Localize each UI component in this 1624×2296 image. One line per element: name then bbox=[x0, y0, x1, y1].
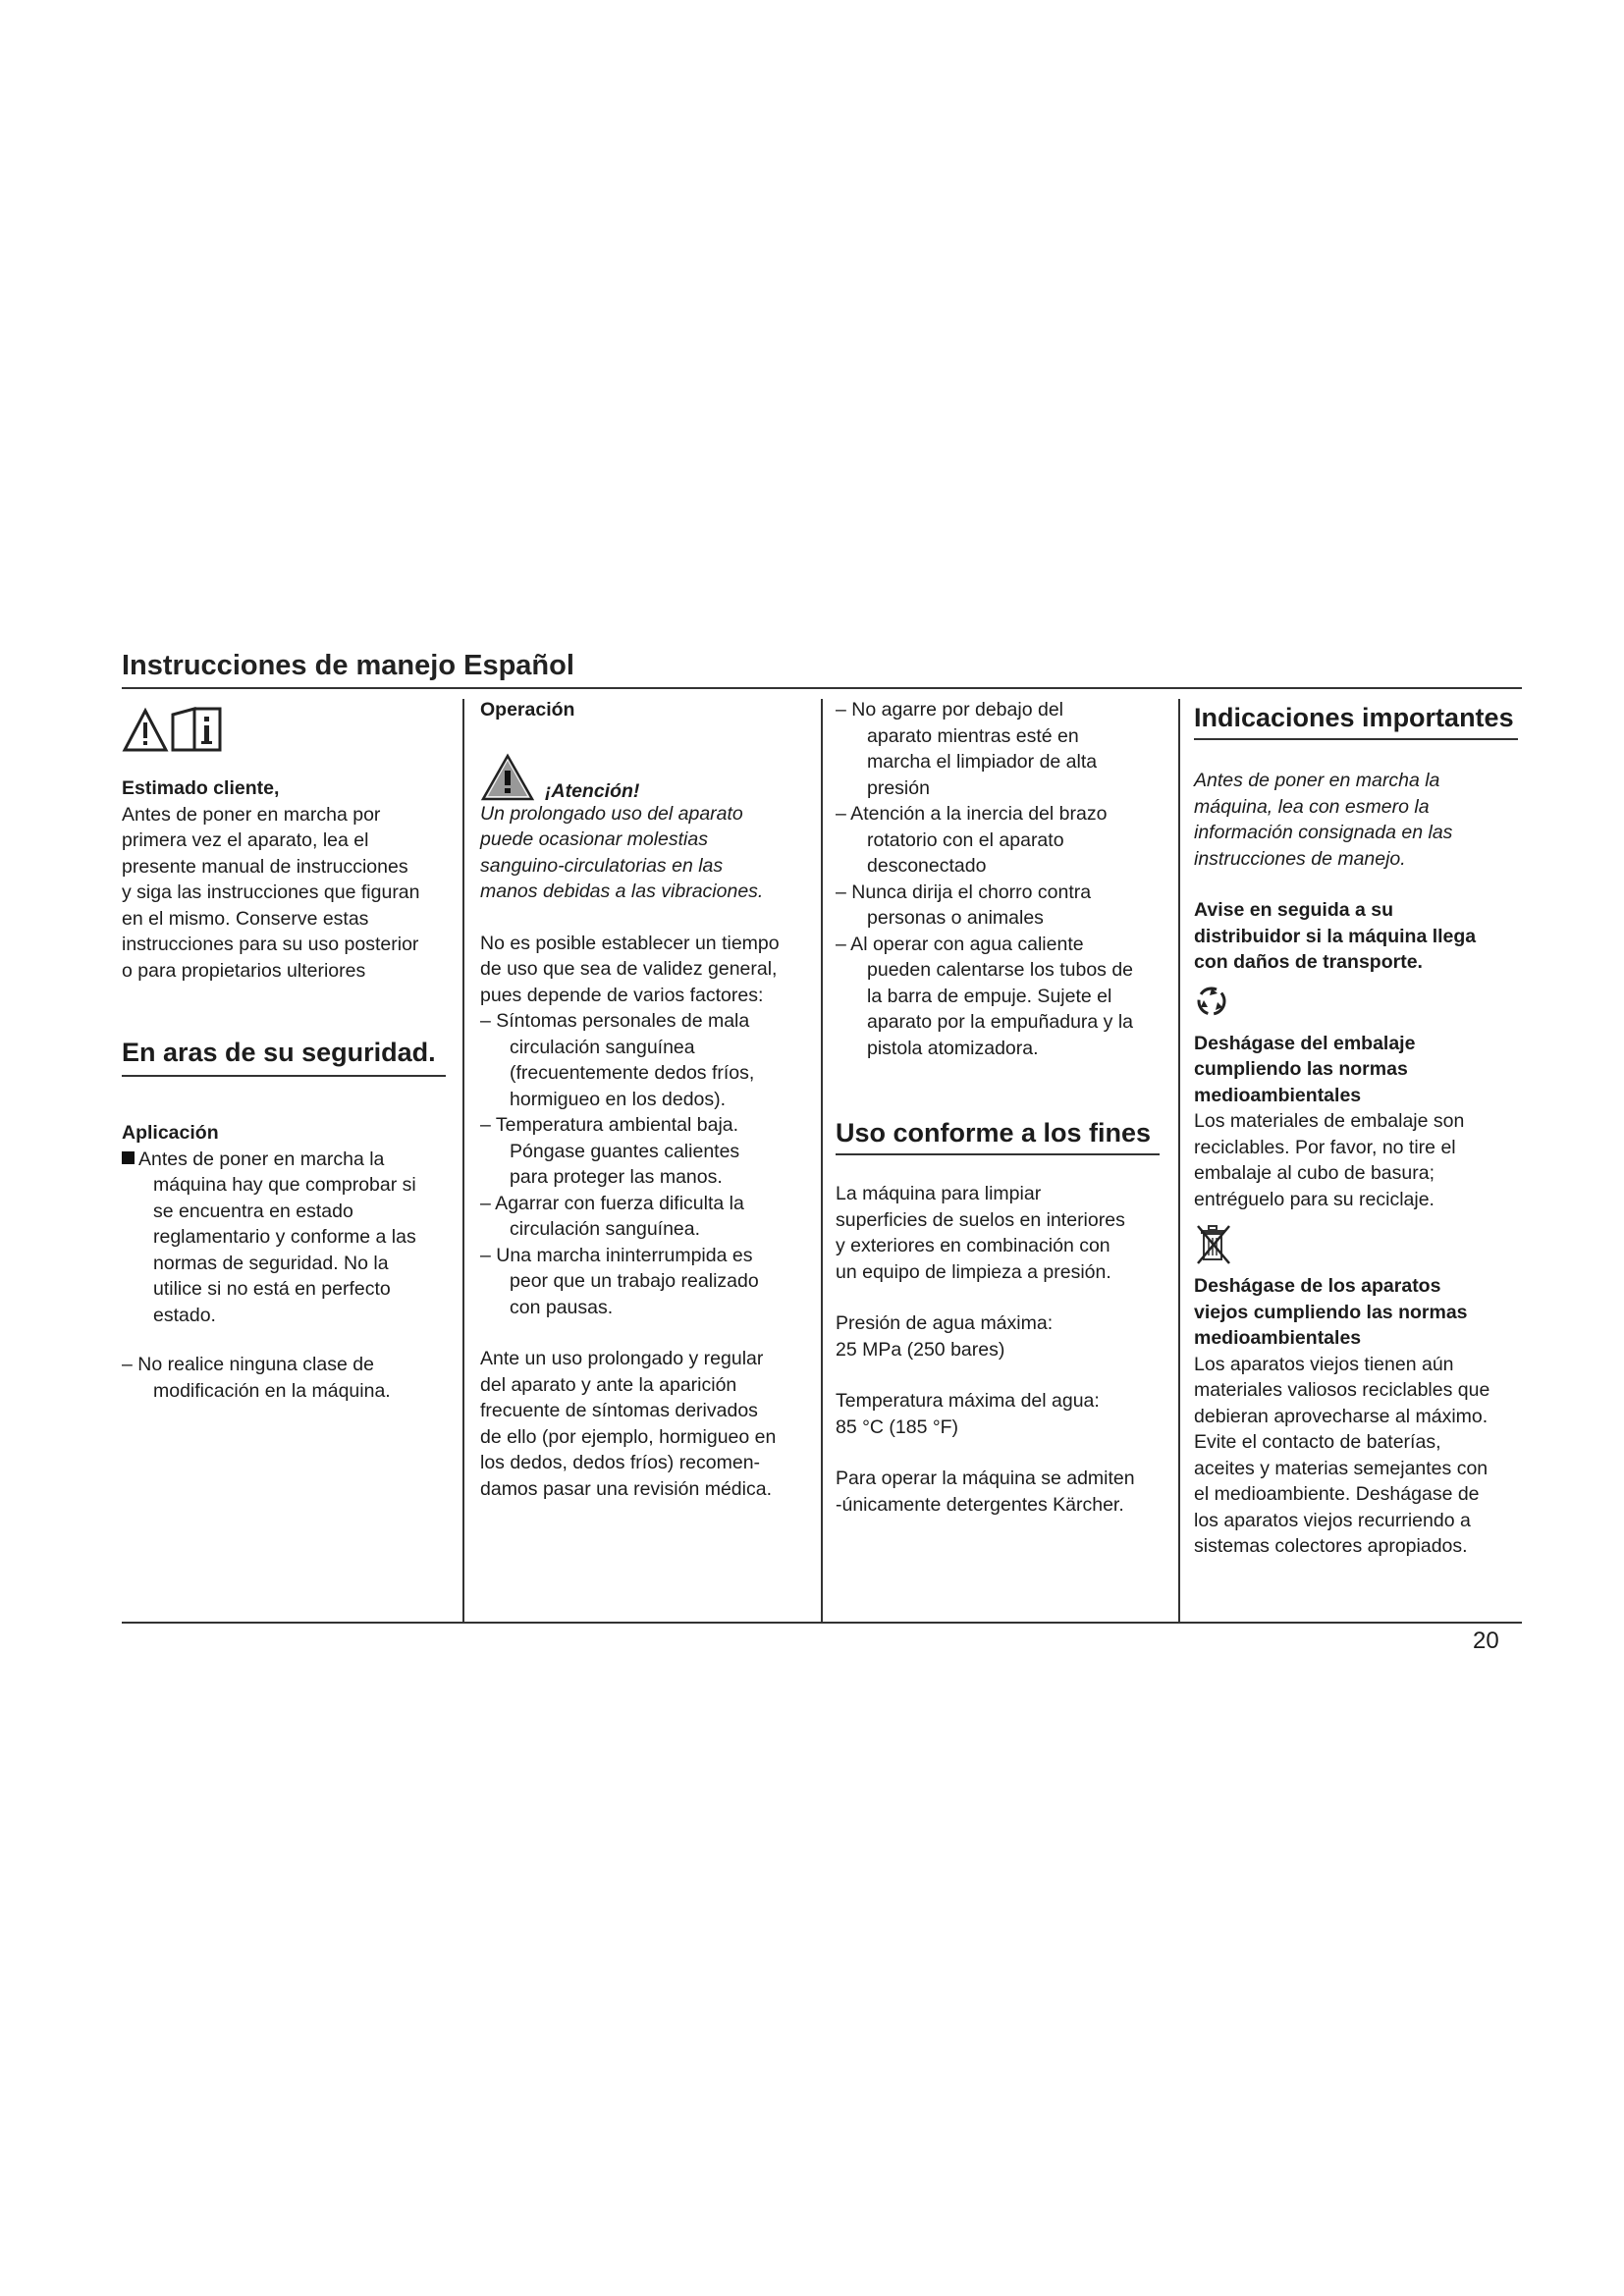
intro-line: en el mismo. Conserve estas bbox=[122, 907, 369, 930]
indicaciones-line: información consignada en las bbox=[1194, 822, 1453, 843]
column-4 bbox=[1194, 697, 1520, 1560]
uso-conforme-title: Uso conforme a los fines bbox=[836, 1118, 1152, 1148]
aplicacion-line: se encuentra en estado bbox=[153, 1200, 353, 1222]
viejos-title-line: medioambientales bbox=[1194, 1327, 1362, 1349]
warning-line: desconectado bbox=[867, 855, 987, 877]
detergent-line: -únicamente detergentes Kärcher. bbox=[836, 1493, 1124, 1516]
aplicacion-line: reglamentario y conforme a las bbox=[153, 1226, 416, 1248]
uso-line: damos pasar una revisión médica. bbox=[480, 1477, 772, 1500]
tiempo-line: de uso que sea de validez general, bbox=[480, 958, 778, 980]
embalaje-title-line: cumpliendo las normas bbox=[1194, 1058, 1408, 1080]
header-rule bbox=[122, 687, 1522, 689]
avise-line: Avise en seguida a su bbox=[1194, 899, 1394, 921]
viejos-title-line: viejos cumpliendo las normas bbox=[1194, 1301, 1468, 1323]
intro-line: instrucciones para su uso posterior bbox=[122, 934, 419, 955]
embalaje-title-line: Deshágase del embalaje bbox=[1194, 1032, 1416, 1054]
embalaje-title-line: medioambientales bbox=[1194, 1084, 1362, 1106]
uso-line: los dedos, dedos fríos) recomen- bbox=[480, 1452, 761, 1473]
greeting: Estimado cliente, bbox=[122, 777, 280, 799]
factor-line: circulación sanguínea bbox=[510, 1036, 695, 1058]
viejos-line: el medioambiente. Deshágase de bbox=[1194, 1483, 1480, 1505]
warning-line: presión bbox=[867, 776, 930, 799]
indicaciones-title: Indicaciones importantes bbox=[1194, 703, 1514, 732]
viejos-line: materiales valiosos reciclables que bbox=[1194, 1379, 1490, 1401]
indicaciones-line: instrucciones de manejo. bbox=[1194, 847, 1406, 870]
factor-line: hormigueo en los dedos). bbox=[510, 1088, 727, 1110]
atencion-title: ¡Atención! bbox=[545, 779, 640, 802]
crossed-bin-icon bbox=[1194, 1222, 1233, 1267]
detergent-line: Para operar la máquina se admiten bbox=[836, 1468, 1135, 1489]
factor-line: (frecuentemente dedos fríos, bbox=[510, 1062, 755, 1084]
column-divider-1 bbox=[462, 699, 464, 1624]
page-number: 20 bbox=[1473, 1628, 1499, 1654]
aplicacion-line: máquina hay que comprobar si bbox=[153, 1174, 416, 1196]
uso-line: del aparato y ante la aparición bbox=[480, 1373, 737, 1396]
atencion-line: sanguino-circulatorias en las bbox=[480, 854, 724, 877]
factor-first-line: – Agarrar con fuerza dificulta la bbox=[480, 1192, 744, 1214]
atencion-line: puede ocasionar molestias bbox=[480, 828, 708, 850]
intro-line: o para propietarios ulteriores bbox=[122, 959, 366, 982]
column-divider-2 bbox=[821, 699, 823, 1624]
viejos-line: aceites y materias semejantes con bbox=[1194, 1457, 1489, 1479]
warning-line: pistola atomizadora. bbox=[867, 1037, 1039, 1059]
column-divider-3 bbox=[1178, 699, 1180, 1624]
aplicacion-first-line bbox=[122, 1147, 444, 1173]
bullet-square-icon bbox=[122, 1151, 135, 1164]
factor-line: circulación sanguínea. bbox=[510, 1218, 701, 1240]
warning-line: marcha el limpiador de alta bbox=[867, 751, 1098, 773]
tiempo-line: No es posible establecer un tiempo bbox=[480, 932, 780, 954]
indicaciones-line: máquina, lea con esmero la bbox=[1194, 795, 1430, 818]
tiempo-line: pues depende de varios factores: bbox=[480, 984, 764, 1006]
embalaje-line: embalaje al cubo de basura; bbox=[1194, 1162, 1435, 1184]
viejos-line: Evite el contacto de baterías, bbox=[1194, 1431, 1441, 1453]
column-2 bbox=[480, 697, 804, 1502]
page-title: Instrucciones de manejo Español bbox=[122, 650, 574, 681]
embalaje-line: Los materiales de embalaje son bbox=[1194, 1110, 1465, 1132]
intro-line: y siga las instrucciones que figuran bbox=[122, 881, 420, 903]
factor-line: con pausas. bbox=[510, 1296, 614, 1318]
operacion-title: Operación bbox=[480, 699, 575, 721]
presion-label: Presión de agua máxima: bbox=[836, 1312, 1054, 1334]
temperature-label: Temperatura máxima del agua: bbox=[836, 1390, 1100, 1412]
uso-line: de ello (por ejemplo, hormigueo en bbox=[480, 1425, 777, 1448]
warning-first-line: – Al operar con agua caliente bbox=[836, 933, 1084, 955]
viejos-title-line: Deshágase de los aparatos bbox=[1194, 1275, 1441, 1297]
avise-line: distribuidor si la máquina llega bbox=[1194, 925, 1477, 947]
recycle-icon bbox=[1194, 984, 1229, 1019]
aplicacion-first-text: Antes de poner en marcha la bbox=[138, 1148, 385, 1170]
warning-line: la barra de empuje. Sujete el bbox=[867, 985, 1112, 1007]
presion-value: 25 MPa (250 bares) bbox=[836, 1338, 1005, 1361]
aplicacion-line: utilice si no está en perfecto bbox=[153, 1278, 391, 1300]
factor-first-line: – Síntomas personales de mala bbox=[480, 1010, 750, 1032]
aplicacion-line: normas de seguridad. No la bbox=[153, 1252, 389, 1274]
uso-conforme-line: La máquina para limpiar bbox=[836, 1183, 1042, 1204]
safety-section-title: En aras de su seguridad. bbox=[122, 1038, 436, 1067]
warning-line: aparato por la empuñadura y la bbox=[867, 1011, 1134, 1033]
viejos-line: sistemas colectores apropiados. bbox=[1194, 1535, 1468, 1557]
no-modify-line: – No realice ninguna clase de bbox=[122, 1354, 374, 1375]
uso-conforme-line: un equipo de limpieza a presión. bbox=[836, 1260, 1111, 1283]
warning-line: aparato mientras esté en bbox=[867, 724, 1079, 747]
factor-line: para proteger las manos. bbox=[510, 1166, 723, 1188]
viejos-line: debieran aprovecharse al máximo. bbox=[1194, 1405, 1489, 1427]
column-3 bbox=[836, 697, 1162, 1518]
indicaciones-line: Antes de poner en marcha la bbox=[1194, 770, 1440, 791]
warning-and-manual-icon bbox=[122, 705, 230, 756]
column-1 bbox=[122, 697, 444, 1404]
warning-first-line: – Nunca dirija el chorro contra bbox=[836, 881, 1092, 903]
warning-line: personas o animales bbox=[867, 907, 1044, 929]
intro-line: primera vez el aparato, lea el bbox=[122, 829, 369, 851]
atencion-line: manos debidas a las vibraciones. bbox=[480, 881, 764, 902]
temperature-value: 85 °C (185 °F) bbox=[836, 1415, 959, 1438]
intro-line: Antes de poner en marcha por bbox=[122, 803, 381, 826]
factor-first-line: – Temperatura ambiental baja. bbox=[480, 1114, 739, 1136]
footer-rule bbox=[122, 1622, 1522, 1624]
no-modify-line: modificación en la máquina. bbox=[153, 1379, 391, 1402]
manual-icons bbox=[122, 705, 444, 764]
avise-line: con daños de transporte. bbox=[1194, 951, 1423, 973]
warning-first-line: – Atención a la inercia del brazo bbox=[836, 803, 1108, 825]
uso-line: Ante un uso prolongado y regular bbox=[480, 1348, 764, 1369]
warning-line: rotatorio con el aparato bbox=[867, 828, 1064, 851]
intro-line: presente manual de instrucciones bbox=[122, 855, 408, 878]
uso-conforme-line: superficies de suelos en interiores bbox=[836, 1208, 1125, 1231]
uso-line: frecuente de síntomas derivados bbox=[480, 1400, 758, 1421]
factor-line: peor que un trabajo realizado bbox=[510, 1270, 759, 1292]
factor-line: Póngase guantes calientes bbox=[510, 1140, 740, 1162]
uso-conforme-line: y exteriores en combinación con bbox=[836, 1235, 1110, 1256]
factor-first-line: – Una marcha ininterrumpida es bbox=[480, 1244, 753, 1266]
warning-line: pueden calentarse los tubos de bbox=[867, 959, 1134, 981]
warning-triangle-icon bbox=[480, 753, 535, 802]
warning-first-line: – No agarre por debajo del bbox=[836, 699, 1063, 721]
embalaje-line: entréguelo para su reciclaje. bbox=[1194, 1188, 1435, 1210]
aplicacion-title: Aplicación bbox=[122, 1122, 219, 1144]
viejos-line: los aparatos viejos recurriendo a bbox=[1194, 1509, 1471, 1531]
atencion-line: Un prolongado uso del aparato bbox=[480, 802, 743, 825]
aplicacion-line: estado. bbox=[153, 1304, 216, 1326]
embalaje-line: reciclables. Por favor, no tire el bbox=[1194, 1136, 1456, 1158]
viejos-line: Los aparatos viejos tienen aún bbox=[1194, 1353, 1454, 1375]
